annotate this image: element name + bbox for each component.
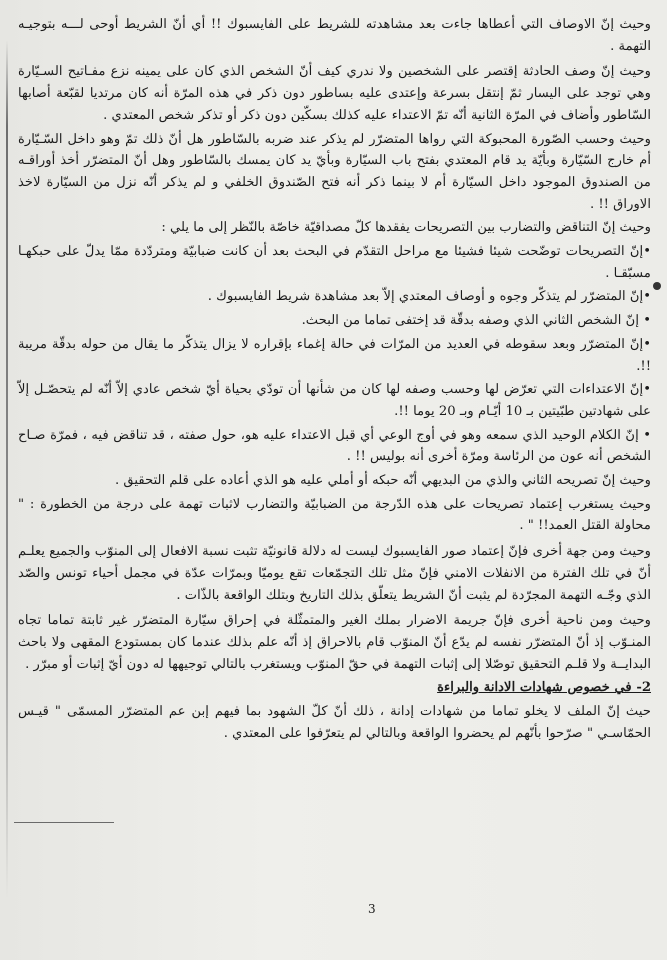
document-body [18,14,651,747]
list-item-second-person-vanished: • إنّ الشخص الثاني الذي وصفه بدقّة قد إختفى تماما من البحث. [301,313,651,329]
paragraph-contradictions-intro: وحيث إنّ التناقض والتضارب بين التصريحات يفقدها كلّ مصداقيّة خاصّة بالنّظر إلى ما يلي : [161,220,651,236]
list-item-only-words-heard: • إنّ الكلام الوحيد الذي سمعه وهو في أوج الوعي أي قبل الاعتداء عليه هو، حول صفته ، قد تناقض فيه ، فمرّة صـاح الشخص أنه عون من الرئاسة ومرّة أخرى أنه بوليس !! . [18,427,651,465]
paragraph-attempted-murder: وحيث يستغرب إعتماد تصريحات على هذه الدّرجة من الضبابيّة والتضارب لاثبات تهمة على درجة من الخطورة : " محاولة القتل العمد!! " . [18,496,651,534]
scan-edge-line [6,40,8,900]
paragraph-second-statement: وحيث إنّ تصريحه الثاني والذي من البديهي أنّه حبكه أو أملي عليه هو الذي أعاده على قلم التحقيق . [115,473,651,489]
section-heading-testimonies: 2- في خصوص شهادات الادانة والبراءة [437,680,651,696]
list-item-statements-clarified: •إنّ التصريحات توضّحت شيئا فشيئا مع مراحل التقدّم في البحث بعد أن كانت ضبابيّة ومتردّدة ممّا يدلّ على حبكهـا مسبّقـا . [18,244,651,281]
paragraph-facebook-descriptions: وحيث إنّ الاوصاف التي أعطاها جاءت بعد مشاهدته للشريط على الفايسبوك !! أي أنّ الشريط أوحى لـــه بتوجيـه التهمة . [18,17,651,54]
paragraph-incident-description: وحيث إنّ وصف الحادثة إقتصر على الشخصين ولا ندري كيف أنّ الشخص الذي كان على يمينه نزع مفـاتيح السـيّارة وهي توجد على اليسار ثمّ إنتقل بسرعة وإعتدى عليه بساطور دون ذكر في هذه المرّة أنه كان مرتديا لقبّعة أصابها السّاطور وأضاف في المرّة الثانية أنّه تمّ الاعتداء عليه كذلك بسكّين دون ذكر أو تذكر شخص المعتدي . [18,64,651,123]
list-item-medical-certificates: •إنّ الاعتداءات التي تعرّض لها وحسب وصفه لها كان من شأنها أن تودّي بحياة أيّ شخص عادي إلاّ أنّه لم يتحصّـل إلاّ على شهادتين طبّيتين بـ 10 أيّـام وبـ 20 يوما !!. [18,382,651,419]
page-number: 3 [368,902,376,916]
paragraph-facebook-images: وحيث ومن جهة أخرى فإنّ إعتماد صور الفايسبوك ليست له دلالة قانونيّة تثبت نسبة الافعال إلى المنوّب والجميع يعلـم أنّ في تلك الفترة من الانفلات الامني فإنّ مثل تلك التجمّعات تقع يوميّا وبمرّات عدّة في مجمل أحياء تونس والصّد الذي وجّـه التهمة المجرّدة لم يثبت أنّ الشريط يتعلّق بذلك التاريخ وبتلك الواقعة بالذّات . [18,544,651,603]
list-item-fainting-memory: •إنّ المتضرّر وبعد سقوطه في العديد من المرّات في حالة إغماء بإقراره لا يزال يتذكّر ما يقال من حوله بدقّة مريبة !!. [18,336,651,374]
list-item-faces-after-video: •إنّ المتضرّر لم يتذكّر وجوه و أوصاف المعتدي إلاّ بعد مشاهدة شريط الفايسبوك . [207,289,651,305]
paragraph-car-burning: وحيث ومن ناحية أخرى فإنّ جريمة الاضرار بملك الغير والمتمثّلة في إحراق سيّارة المتضرّر غير ثابتة تماما تجاه المنـوّب إذ أنّ المتضرّر نفسه لم يدّع أنّ المنوّب قام بالاحراق إذ أنّه علم بذلك عندما كان بمستودع المقهى ولا باحث البدايــة ولا قلـم التحقيق توصّلا إلى إثبات التهمة في حقّ المنوّب ويستغرب بالتالي توجيهها له دون أيّ إثبات أو مبرّر . [18,613,651,672]
scan-margin-line [14,822,114,823]
margin-dot [653,282,661,290]
paragraph-witnesses: حيث إنّ الملف لا يخلو تماما من شهادات إدانة ، ذلك أنّ كلّ الشهود بما فيهم إبن عم المتضرّر المسمّى " قيـس الحمّاسـي " صرّحوا بأنّهم لم يحضروا الواقعة وبالتالي لم يتعرّفوا على المعتدي . [18,704,651,741]
paragraph-fabricated-image: وحيث وحسب الصّورة المحبوكة التي رواها المتضرّر لم يذكر عند ضربه بالسّاطور هل أنّ ذلك تمّ وهو داخل السّـيّارة أم خارج السّيّارة وبأيّة يد قام المعتدي بفتح باب السيّارة وبأيّ يد كان يمسك بالسّاطور وهل أنّ المتضرّر أخذ أوراقـه من الصندوق الموجود داخل السيّارة أم لا بينما ذكر أنه فتح الصّندوق الخلفي و لم يذكر أنّه نزل من السيّارة لاخذ الاوراق !! . [18,131,651,212]
